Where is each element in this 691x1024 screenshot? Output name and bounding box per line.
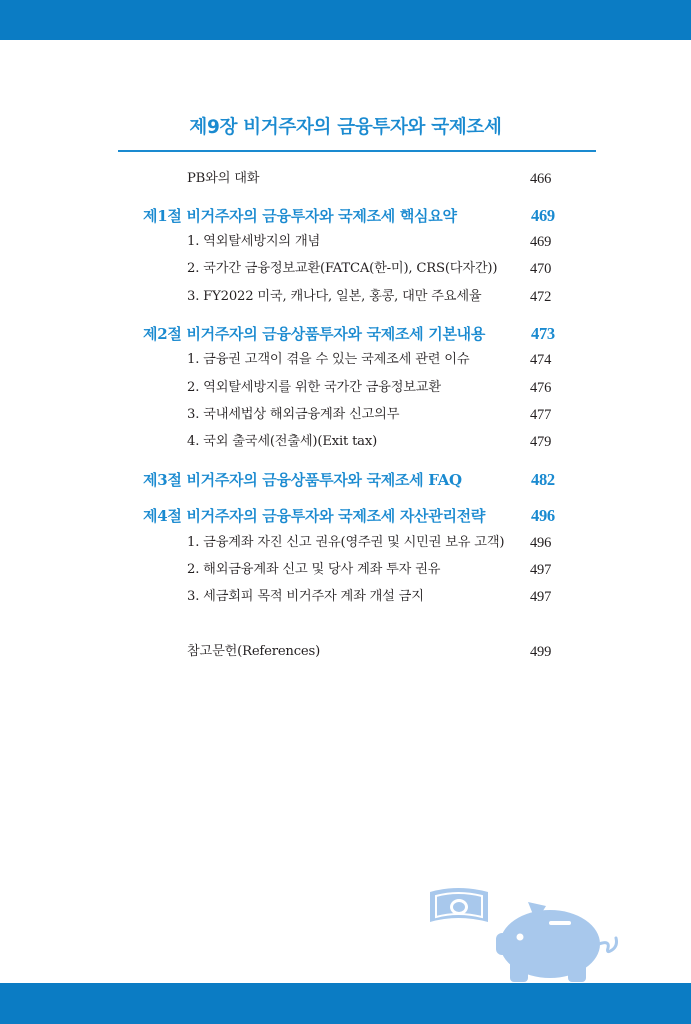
toc-item-text: 2. 국가간 금융정보교환(FATCA(한-미), CRS(다자간)) xyxy=(187,261,498,276)
toc-item-page: 497 xyxy=(530,589,552,605)
chapter-title: 제2절 비거주자의 금융상품투자와 국제조세 기본내용 xyxy=(143,325,486,343)
chapter-page: 496 xyxy=(531,506,555,525)
toc-item-page: 479 xyxy=(530,434,552,450)
toc-item-text: 2. 해외금융계좌 신고 및 당사 계좌 투자 권유 xyxy=(187,562,441,577)
chapter-title: 제4절 비거주자의 금융투자와 국제조세 자산관리전략 xyxy=(143,507,486,525)
toc-entry-text: PB와의 대화 xyxy=(187,171,260,186)
toc-entry-page: 499 xyxy=(530,644,552,660)
toc-item-text: 2. 역외탈세방지를 위한 국가간 금융정보교환 xyxy=(187,380,441,395)
toc-item-text: 3. 세금회피 목적 비거주자 계좌 개설 금지 xyxy=(187,589,424,604)
toc-item-text: 3. 국내세법상 해외금융계좌 신고의무 xyxy=(187,407,400,422)
chapter-title: 제1절 비거주자의 금융투자와 국제조세 핵심요약 xyxy=(143,207,457,225)
toc-item-page: 497 xyxy=(530,562,552,578)
piggy-bank-icon xyxy=(496,902,617,982)
toc-entry-page: 466 xyxy=(530,171,552,187)
toc-item-text: 4. 국외 출국세(전출세)(Exit tax) xyxy=(187,434,378,449)
toc-item-page: 496 xyxy=(530,535,552,551)
toc-entry-text: 참고문헌(References) xyxy=(187,644,321,659)
toc-item-text: 1. 금융권 고객이 겪을 수 있는 국제조세 관련 이슈 xyxy=(187,352,470,367)
toc-item-page: 474 xyxy=(530,352,552,368)
chapter-title: 제3절 비거주자의 금융상품투자와 국제조세 FAQ xyxy=(143,471,462,489)
toc-item-page: 472 xyxy=(530,289,552,305)
bottom-band xyxy=(0,983,691,1024)
toc-item-page: 477 xyxy=(530,407,552,423)
toc-item-page: 469 xyxy=(530,234,552,250)
chapter-page: 469 xyxy=(531,206,555,225)
toc-item-text: 1. 역외탈세방지의 개념 xyxy=(187,234,321,249)
toc-item-text: 3. FY2022 미국, 캐나다, 일본, 홍콩, 대만 주요세율 xyxy=(187,289,482,304)
page-title: 제9장 비거주자의 금융투자와 국제조세 xyxy=(189,117,502,138)
toc-item-page: 476 xyxy=(530,380,552,396)
chapter-page: 482 xyxy=(531,470,555,489)
banknote-icon xyxy=(430,888,488,922)
toc-item-text: 1. 금융계좌 자진 신고 권유(영주권 및 시민권 보유 고객) xyxy=(187,535,505,550)
toc-item-page: 470 xyxy=(530,261,552,277)
chapter-page: 473 xyxy=(531,324,555,343)
